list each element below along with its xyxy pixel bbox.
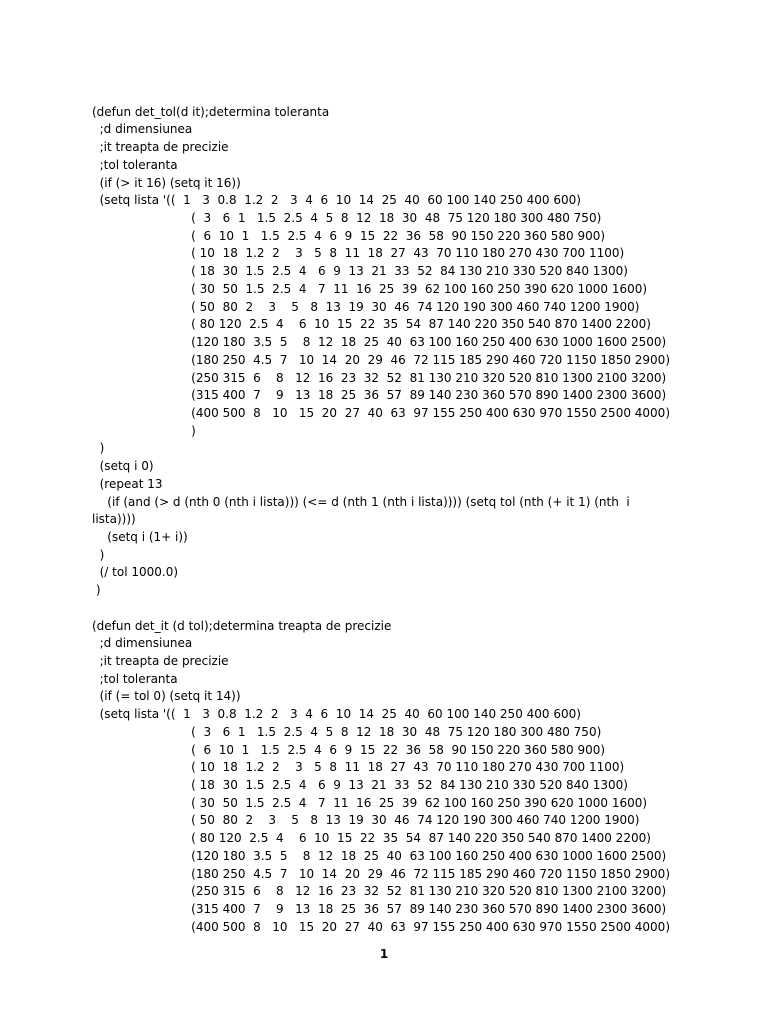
code-line: ) — [92, 547, 105, 562]
code-line: ( 30 50 1.5 2.5 4 7 11 16 25 39 62 100 160 250 390 620 1000 1600) — [92, 795, 648, 810]
code-line: (400 500 8 10 15 20 27 40 63 97 155 250 400 630 970 1550 2500 4000) — [92, 919, 670, 934]
code-line: (315 400 7 9 13 18 25 36 57 89 140 230 360 570 890 1400 2300 3600) — [92, 902, 667, 917]
code-line: ;it treapta de precizie — [92, 140, 229, 155]
code-line: ( 6 10 1 1.5 2.5 4 6 9 15 22 36 58 90 150 220 360 580 900) — [92, 228, 606, 243]
code-line: ( 80 120 2.5 4 6 10 15 22 35 54 87 140 220 350 540 870 1400 2200) — [92, 317, 651, 332]
code-listing — [92, 86, 682, 937]
code-line: ( 18 30 1.5 2.5 4 6 9 13 21 33 52 84 130 210 330 520 840 1300) — [92, 264, 628, 279]
page-number: 1 — [379, 947, 389, 961]
code-line: (250 315 6 8 12 16 23 32 52 81 130 210 320 520 810 1300 2100 3200) — [92, 884, 667, 899]
code-line: ) — [92, 423, 196, 438]
code-line: (400 500 8 10 15 20 27 40 63 97 155 250 400 630 970 1550 2500 4000) — [92, 405, 670, 420]
code-line: ;it treapta de precizie — [92, 654, 229, 668]
code-line: ( 80 120 2.5 4 6 10 15 22 35 54 87 140 220 350 540 870 1400 2200) — [92, 831, 651, 846]
code-line: ( 30 50 1.5 2.5 4 7 11 16 25 39 62 100 160 250 390 620 1000 1600) — [92, 281, 648, 296]
code-line: ( 50 80 2 3 5 8 13 19 30 46 74 120 190 300 460 740 1200 1900) — [92, 813, 640, 828]
code-line: ) — [92, 583, 101, 598]
code-line: ( 3 6 1 1.5 2.5 4 5 8 12 18 30 48 75 120 180 300 480 750) — [92, 724, 602, 739]
code-line: (/ tol 1000.0) — [92, 565, 179, 580]
code-line: ;d dimensiunea — [92, 636, 193, 651]
code-line: (180 250 4.5 7 10 14 20 29 46 72 115 185 290 460 720 1150 1850 2900) — [92, 866, 670, 881]
code-line: (setq i (1+ i)) — [92, 529, 188, 544]
code-line: ;d dimensiunea — [92, 122, 193, 137]
code-line: ;tol toleranta — [92, 157, 178, 172]
code-line: ;tol toleranta — [92, 671, 178, 686]
code-line: ( 10 18 1.2 2 3 5 8 11 18 27 43 70 110 180 270 430 700 1100) — [92, 246, 625, 261]
code-line: ( 50 80 2 3 5 8 13 19 30 46 74 120 190 300 460 740 1200 1900) — [92, 299, 640, 314]
code-line: (setq lista '(( 1 3 0.8 1.2 2 3 4 6 10 14 25 40 60 100 140 250 400 600) — [92, 193, 581, 208]
code-line: (setq i 0) — [92, 459, 154, 474]
code-line: ( 3 6 1 1.5 2.5 4 5 8 12 18 30 48 75 120 180 300 480 750) — [92, 211, 602, 226]
code-line: (if (and (> d (nth 0 (nth i lista))) (<= d (nth 1 (nth i lista)))) (setq tol (nth (+ it 1) (nth i — [92, 494, 630, 509]
code-line: (315 400 7 9 13 18 25 36 57 89 140 230 360 570 890 1400 2300 3600) — [92, 388, 667, 403]
code-line: (180 250 4.5 7 10 14 20 29 46 72 115 185 290 460 720 1150 1850 2900) — [92, 352, 670, 367]
code-line: (repeat 13 — [92, 476, 163, 491]
code-line: ) — [92, 441, 105, 456]
code-line: (if (= tol 0) (setq it 14)) — [92, 689, 241, 704]
code-line: (120 180 3.5 5 8 12 18 25 40 63 100 160 250 400 630 1000 1600 2500) — [92, 335, 667, 350]
code-line: ( 10 18 1.2 2 3 5 8 11 18 27 43 70 110 180 270 430 700 1100) — [92, 760, 625, 775]
code-line: lista)))) — [92, 512, 136, 527]
code-line: (if (> it 16) (setq it 16)) — [92, 175, 241, 190]
code-line — [92, 600, 682, 618]
code-line: (250 315 6 8 12 16 23 32 52 81 130 210 320 520 810 1300 2100 3200) — [92, 370, 667, 385]
code-line: (120 180 3.5 5 8 12 18 25 40 63 100 160 250 400 630 1000 1600 2500) — [92, 848, 667, 863]
code-line: ( 18 30 1.5 2.5 4 6 9 13 21 33 52 84 130 210 330 520 840 1300) — [92, 778, 628, 793]
code-line: ( 6 10 1 1.5 2.5 4 6 9 15 22 36 58 90 150 220 360 580 900) — [92, 742, 606, 757]
code-line — [92, 86, 682, 104]
code-line: (setq lista '(( 1 3 0.8 1.2 2 3 4 6 10 14 25 40 60 100 140 250 400 600) — [92, 707, 581, 722]
code-line: (defun det_tol(d it);determina toleranta — [92, 104, 330, 119]
code-line: (defun det_it (d tol);determina treapta de precizie — [92, 618, 392, 633]
